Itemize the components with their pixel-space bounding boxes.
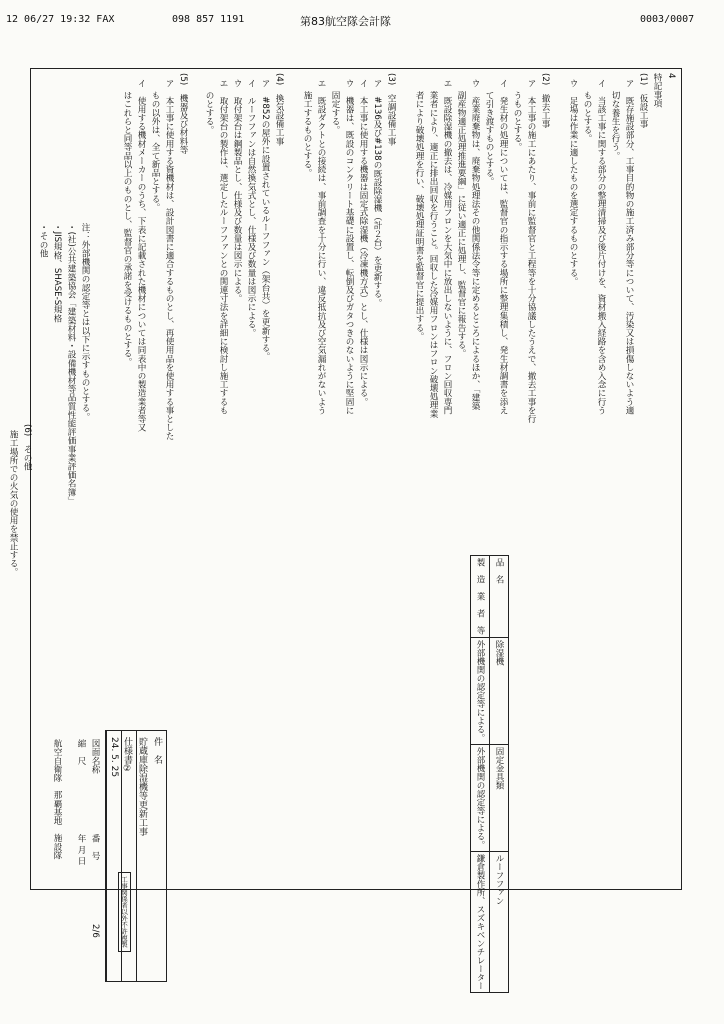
note-line: ・その他 xyxy=(38,223,48,258)
organization: 航空自衛隊 那覇基地 施設隊 xyxy=(52,739,62,860)
spec-line: ア 本工事の施工にあたり、事前に監督官と工程等を十分協議したうえで、撤去工事を行 xyxy=(526,79,536,423)
spec-line: 者により破壊処理を行い、破壊処理証明書を監督官に提出する。 xyxy=(414,91,424,341)
table-cell: 外部機関の認定等による。 xyxy=(471,637,490,744)
fax-sender: 第83航空隊会計隊 xyxy=(300,15,391,28)
note-line: ・(社)公共建築協会「建築材料・設備機材等品質性能評価事業評価名簿」 xyxy=(66,223,76,505)
spec-line: イ 本工事に使用する機器は固定式除湿機（冷凍機方式）とし、仕様は図示による。 xyxy=(358,79,368,406)
subsection-5-heading: (5) 機器及び材料等 xyxy=(178,73,188,154)
title-block-label: 番 号 xyxy=(90,834,100,860)
spec-line: エ 既設ダクトとの接続は、事前調査を十分に行い、違反抵抗及び空気漏れがないよう xyxy=(316,79,326,415)
spec-line: 施工するものとする。 xyxy=(302,91,312,177)
subsection-6-heading: (6) その他 xyxy=(22,424,32,471)
subsection-4-heading: (4) 換気設備工事 xyxy=(274,73,284,146)
section-number: 4 xyxy=(666,73,676,79)
spec-line: ア 本工事に使用する資機材は、設計図書に適合するものとし、再使用品を使用する事とした xyxy=(164,79,174,441)
fax-page-count: 0003/0007 xyxy=(640,14,695,25)
spec-line: ものとする。 xyxy=(582,91,592,143)
subsection-2-heading: (2) 撤去工事 xyxy=(540,73,550,129)
spec-line: 固定する。 xyxy=(330,91,340,134)
spec-line: ウ 取付架台は鋼製品とし、仕様及び数量は図示による。 xyxy=(232,79,242,303)
spec-line: イ 使用する機材メーカーのうち、下表に記載された機材については同表中の製造業者等又 xyxy=(136,79,146,432)
table-cell: 鎌倉製作所、スズキベンチレーター xyxy=(471,851,490,992)
fax-timestamp: 12 06/27 19:32 FAX xyxy=(6,14,115,25)
table-cell: 除湿機 xyxy=(490,637,509,744)
fax-number: 098 857 1191 xyxy=(172,14,245,25)
title-block-value: 24. 5. 25 xyxy=(106,731,121,981)
spec-line: 施工場所での火気の使用を禁止する。 xyxy=(8,430,18,577)
spec-line: ウ 足場は作業に適したものを選定するものとする。 xyxy=(568,79,578,286)
copy-restriction-stamp: 工事関係者以外不許複製 xyxy=(118,872,131,952)
spec-line: ウ 機器は、既設のコンクリート基礎に設置し、転倒及びガタつきのないように堅固に xyxy=(344,79,354,415)
spec-line: イ 発生材の処理については、監督官の指示する場所に整理集積し、発生材調書を添え xyxy=(498,79,508,415)
spec-line: エ 既設除湿機の撤去は、冷媒用フロンを大気中に放出しないように、フロン回収専門 xyxy=(442,79,452,415)
section-title: 特記事項 xyxy=(652,73,662,108)
subsection-3-heading: (3) 空調設備工事 xyxy=(386,73,396,146)
maker-table xyxy=(470,555,509,993)
table-header: 製 造 業 者 等 xyxy=(471,556,490,638)
spec-line: イ 当該工事に関する部分の整理清掃及び後片付けを、資材搬入経路を含め入念に行う xyxy=(596,79,606,415)
drawing-number: 2/6 xyxy=(90,924,100,938)
title-block-value: 仕様書② xyxy=(121,731,136,981)
title-block-label: 件 名 xyxy=(152,737,162,764)
title-block-label: 縮 尺 xyxy=(76,739,86,765)
subsection-1-heading: (1) 仮設工事 xyxy=(638,73,648,129)
table-cell: 外部機関の認定等による。 xyxy=(471,744,490,851)
title-block-value: 貯蔵庫除湿機等更新工事 xyxy=(136,731,151,981)
title-block xyxy=(105,730,167,982)
spec-line: うものとする。 xyxy=(512,91,522,152)
spec-line: 副産物適正処理推進要綱」に従い適正に処理し、監督官に報告する。 xyxy=(456,91,466,358)
spec-line: のとする。 xyxy=(204,91,214,134)
spec-line: エ 取付架台の製作は、選定したルーフファンとの関連寸法を詳細に検討し施工するも xyxy=(218,79,228,415)
spec-line: て引き渡すものとする。 xyxy=(484,91,494,186)
spec-line: ウ 産業廃棄物は、廃棄物処理法その他関係法令等に定めるところによるほか、「建築 xyxy=(470,79,480,411)
spec-line: イ ルーフファンは自然換気式とし、仕様及び数量は図示による。 xyxy=(246,79,256,337)
note-line: ・JIS規格、SHASE-S規格 xyxy=(52,223,62,323)
title-block-label: 年 月 日 xyxy=(76,834,86,866)
spec-line: ア #852の屋外に設置されているルーフファン（架台共）を更新する。 xyxy=(260,79,270,361)
spec-line: ア #136及び#138の既設除湿機（計２台）を更新する。 xyxy=(372,79,382,307)
spec-line: はこれらと同等品以上のものとし、監督官の承諾を受けるものとする。 xyxy=(122,91,132,367)
title-block-label: 図面名称 xyxy=(90,739,100,774)
spec-line: 切な養生を行う。 xyxy=(610,91,620,160)
note-heading: 注：外部機関の認定等とは以下に示すものとする。 xyxy=(80,223,90,421)
table-cell: 固定金具類 xyxy=(490,744,509,851)
spec-line: ア 既存施設部分、工事目的物の施工済み部分等について、汚染又は損傷しないよう適 xyxy=(624,79,634,415)
table-header: 品 名 xyxy=(490,556,509,638)
table-cell: ルーフファン xyxy=(490,851,509,992)
spec-line: もの以外は、全て新品とする。 xyxy=(150,91,160,212)
spec-line: 業者により、適正に排出回収を行うこと。回収した冷媒用フロンはフロン破壊処理業 xyxy=(428,91,438,418)
fax-header xyxy=(0,10,724,32)
